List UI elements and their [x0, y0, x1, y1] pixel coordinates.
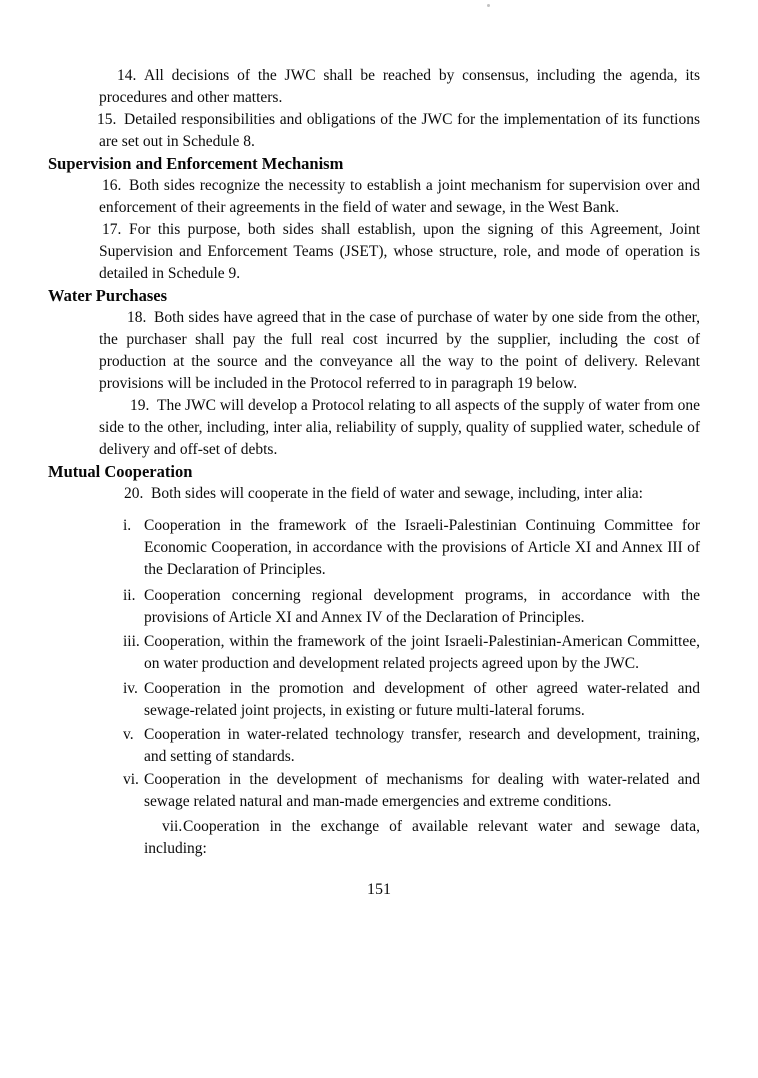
paragraph-text: Both sides recognize the necessity to establish a joint mechanism for supervision over and enforcement of their agreements in the field of water and sewage, in the West Bank. [99, 177, 700, 216]
paragraph-number: 16. [102, 177, 122, 194]
scan-artifact-speck [487, 4, 490, 7]
paragraph-18 [99, 307, 700, 395]
paragraph-number: 15. [97, 111, 117, 128]
list-item-text: Cooperation in the promotion and development of other agreed water-related and sewage-related joint projects, in existing or future multi-lateral forums. [144, 680, 700, 719]
paragraph-17 [99, 219, 700, 285]
list-item-marker: v. [123, 726, 134, 743]
section-heading-mutual-cooperation: Mutual Cooperation [48, 462, 193, 481]
list-item-marker: vii. [162, 818, 183, 835]
paragraph-text: All decisions of the JWC shall be reached by consensus, including the agenda, its procedures and other matters. [99, 67, 700, 106]
paragraph-16 [99, 175, 700, 219]
paragraph-text: Detailed responsibilities and obligations of the JWC for the implementation of its functions are set out in Schedule 8. [99, 111, 700, 150]
list-item-marker: i. [123, 517, 132, 534]
list-item-text: Cooperation in the exchange of available relevant water and sewage data, including: [144, 818, 700, 857]
list-item-marker: vi. [123, 771, 139, 788]
list-item-vi [123, 769, 700, 813]
list-item-text: Cooperation, within the framework of the joint Israeli-Palestinian-American Committee, on water production and development related projects agreed upon by the JWC. [144, 633, 700, 672]
paragraph-number: 20. [124, 485, 144, 502]
paragraph-number: 18. [127, 309, 147, 326]
list-item-v [123, 724, 700, 768]
paragraph-number: 19. [130, 397, 150, 414]
section-heading-supervision: Supervision and Enforcement Mechanism [48, 154, 344, 173]
list-item-text: Cooperation in water-related technology transfer, research and development, training, and setting of standards. [144, 726, 700, 765]
section-heading-water-purchases: Water Purchases [48, 286, 168, 305]
list-item-i [123, 515, 700, 581]
list-item-ii [123, 585, 700, 629]
list-item-vii [144, 816, 700, 860]
paragraph-20 [99, 483, 700, 505]
list-item-text: Cooperation concerning regional development programs, in accordance with the provisions of Article XI and Annex IV of the Declaration of Principles. [144, 587, 700, 626]
paragraph-text: Both sides will cooperate in the field of water and sewage, including, inter alia: [151, 485, 643, 502]
paragraph-19 [99, 395, 700, 461]
list-item-marker: iii. [123, 633, 140, 650]
paragraph-number: 14. [117, 67, 137, 84]
list-item-text: Cooperation in the framework of the Israeli-Palestinian Continuing Committee for Economic Cooperation, in accordance with the provisions of Article XI and Annex III of the Declaration of Principles. [144, 517, 700, 578]
list-item-marker: iv. [123, 680, 138, 697]
list-item-iii [123, 631, 700, 675]
list-item-iv [123, 678, 700, 722]
list-item-marker: ii. [123, 587, 136, 604]
page-number: 151 [367, 881, 391, 898]
paragraph-text: For this purpose, both sides shall establish, upon the signing of this Agreement, Joint Supervision and Enforcement Teams (JSET), whose structure, role, and mode of operation is detailed in Schedule 9. [99, 221, 700, 282]
paragraph-number: 17. [102, 221, 122, 238]
paragraph-14 [99, 65, 700, 109]
list-item-text: Cooperation in the development of mechanisms for dealing with water-related and sewage related natural and man-made emergencies and extreme conditions. [144, 771, 700, 810]
paragraph-text: The JWC will develop a Protocol relating to all aspects of the supply of water from one side to the other, including, inter alia, reliability of supply, quality of supplied water, schedule of delivery and off-set of debts. [99, 397, 700, 458]
paragraph-text: Both sides have agreed that in the case of purchase of water by one side from the other, the purchaser shall pay the full real cost incurred by the supplier, including the cost of production at the source and the conveyance all the way to the point of delivery. Relevant provisions will be included in the Protocol referred to in paragraph 19 below. [99, 309, 700, 392]
paragraph-15 [99, 109, 700, 153]
